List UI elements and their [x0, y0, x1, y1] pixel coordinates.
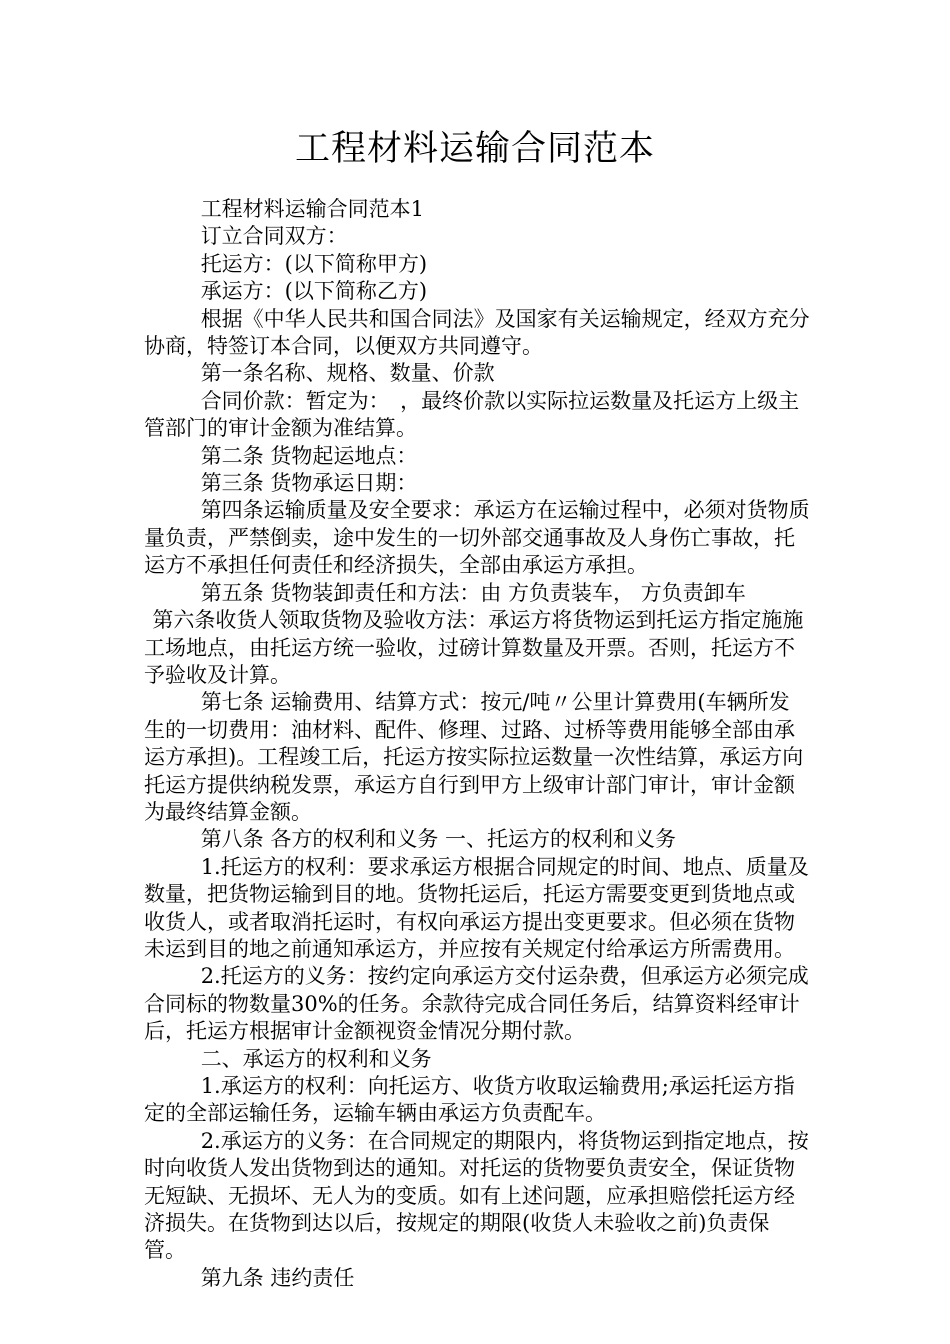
paragraph-shipper: 托运方：(以下简称甲方): [200, 251, 428, 276]
paragraph-article-2: 第二条 货物起运地点：: [200, 443, 418, 468]
paragraph-carrier-duties: 2.承运方的义务：在合同规定的期限内，将货物运到指定地点，按时向收货人发出货物到达的通知。对托运的货物要负责安全，保证货物无短缺、无损坏、无人为的变质。如有上述问题，应承担赔偿托运方经济损失。在货物到达以后，按规定的期限(收货人未验收之前)负责保管。: [144, 1128, 809, 1263]
paragraph-carrier-rights: 1.承运方的权利：向托运方、收货方收取运输费用;承运托运方指定的全部运输任务，运输车辆由承运方负责配车。: [144, 1074, 795, 1126]
paragraph-article-9: 第九条 违约责任: [200, 1265, 355, 1290]
paragraph-heading-1: 工程材料运输合同范本1: [200, 197, 425, 221]
paragraph-basis: 根据《中华人民共和国合同法》及国家有关运输规定，经双方充分协商，特签订本合同，以便双方共同遵守。: [144, 306, 810, 359]
paragraph-shipper-duties: 2.托运方的义务：按约定向承运方交付运杂费，但承运方必须完成合同标的物数量30%的任务。余款待完成合同任务后，结算资料经审计后，托运方根据审计金额视资金情况分期付款。: [144, 964, 809, 1044]
paragraph-article-7: 第七条 运输费用、结算方式：按元/吨〃公里计算费用(车辆所发生的一切费用：油材料、配件、修理、过路、过桥等费用能够全部由承运方承担)。工程竣工后，托运方按实际拉运数量一次性结算，承运方向托运方提供纳税发票，承运方自行到甲方上级审计部门审计，审计金额为最终结算金额。: [144, 690, 804, 824]
paragraph-article-5: 第五条 货物装卸责任和方法：由 方负责装车， 方负责卸车: [200, 580, 746, 605]
paragraph-article-8: 第八条 各方的权利和义务 一、托运方的权利和义务: [200, 827, 677, 852]
document-title: 工程材料运输合同范本: [294, 129, 655, 169]
paragraph-carrier-section: 二、承运方的权利和义务: [200, 1046, 432, 1071]
document-body: [144, 196, 810, 1292]
paragraph-article-1: 第一条名称、规格、数量、价款: [200, 361, 495, 386]
paragraph-parties: 订立合同双方：: [200, 224, 348, 249]
paragraph-carrier: 承运方：(以下简称乙方): [200, 279, 428, 304]
paragraph-article-4: 第四条运输质量及安全要求：承运方在运输过程中，必须对货物质量负责，严禁倒卖，途中发生的一切外部交通事故及人身伤亡事故，托运方不承担任何责任和经济损失，全部由承运方承担。: [144, 498, 810, 578]
paragraph-shipper-rights: 1.托运方的权利：要求承运方根据合同规定的时间、地点、质量及数量，把货物运输到目的地。货物托运后，托运方需要变更到货地点或收货人，或者取消托运时，有权向承运方提出变更要求。但必须在货物未运到目的地之前通知承运方，并应按有关规定付给承运方所需费用。: [144, 854, 809, 961]
paragraph-article-3: 第三条 货物承运日期：: [200, 471, 418, 496]
paragraph-contract-price: 合同价款：暂定为： ，最终价款以实际拉运数量及托运方上级主管部门的审计金额为准结算。: [144, 388, 800, 441]
paragraph-article-6: 第六条收货人领取货物及验收方法：承运方将货物运到托运方指定施施工场地点，由托运方统一验收，过磅计算数量及开票。否则，托运方不予验收及计算。: [144, 608, 804, 687]
